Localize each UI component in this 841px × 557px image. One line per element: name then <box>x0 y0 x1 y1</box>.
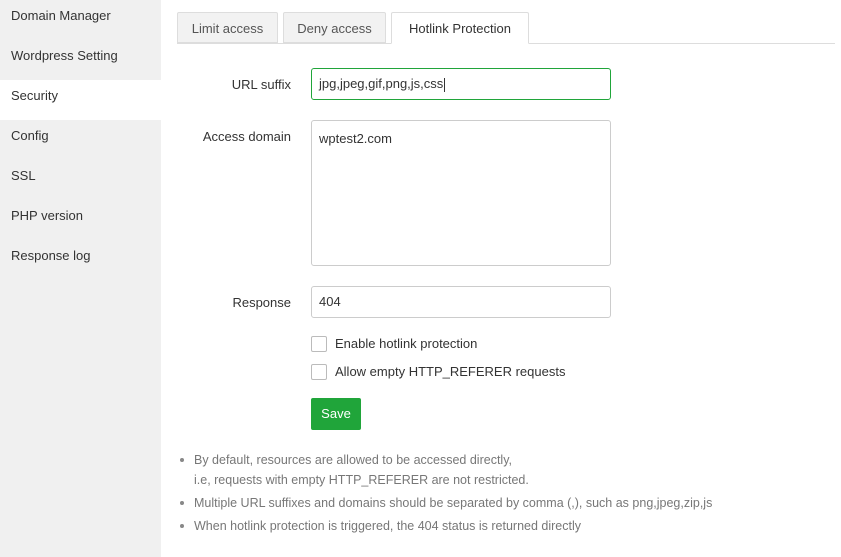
text-cursor <box>444 78 445 92</box>
access-domain-value: wptest2.com <box>319 131 392 146</box>
response-label: Response <box>232 295 291 310</box>
save-button[interactable]: Save <box>311 398 361 430</box>
access-domain-label: Access domain <box>202 129 291 144</box>
sidebar-item-wordpress-setting[interactable]: Wordpress Setting <box>11 48 118 63</box>
main-panel <box>161 0 841 557</box>
sidebar-item-php-version[interactable]: PHP version <box>11 208 84 223</box>
sidebar-item-security[interactable]: Security <box>0 80 161 120</box>
url-suffix-label: URL suffix <box>231 77 291 92</box>
enable-hotlink-label: Enable hotlink protection <box>335 336 478 351</box>
allow-empty-referer-label: Allow empty HTTP_REFERER requests <box>335 364 566 379</box>
sidebar-item-domain-manager[interactable]: Domain Manager <box>11 8 111 23</box>
sidebar-item-response-log[interactable]: Response log <box>11 248 91 263</box>
note-1-line-1: By default, resources are allowed to be accessed directly, <box>194 453 512 467</box>
response-input[interactable] <box>311 286 611 318</box>
tab-limit-access[interactable]: Limit access <box>177 12 278 43</box>
url-suffix-input[interactable] <box>311 68 611 100</box>
tab-deny-access[interactable]: Deny access <box>283 12 386 43</box>
note-1-line-2: i.e, requests with empty HTTP_REFERER are not restricted. <box>194 473 529 487</box>
sidebar <box>0 0 161 557</box>
tab-hotlink-protection[interactable]: Hotlink Protection <box>391 12 529 44</box>
allow-empty-referer-checkbox-row[interactable] <box>311 363 565 381</box>
tab-bar <box>177 12 835 44</box>
sidebar-item-config[interactable]: Config <box>11 128 49 143</box>
access-domain-textarea[interactable] <box>311 120 611 266</box>
response-value: 404 <box>319 294 341 309</box>
note-item <box>177 516 712 536</box>
enable-hotlink-checkbox-row[interactable] <box>311 335 477 353</box>
allow-empty-referer-checkbox[interactable] <box>311 364 327 380</box>
help-notes <box>177 450 712 539</box>
note-3: When hotlink protection is triggered, the 404 status is returned directly <box>194 519 582 533</box>
note-item <box>177 493 712 513</box>
note-item <box>177 450 712 490</box>
note-2: Multiple URL suffixes and domains should be separated by comma (,), such as png,jpeg,zip,js <box>194 496 713 510</box>
enable-hotlink-checkbox[interactable] <box>311 336 327 352</box>
url-suffix-value: jpg,jpeg,gif,png,js,css <box>319 76 444 91</box>
sidebar-item-ssl[interactable]: SSL <box>11 168 36 183</box>
